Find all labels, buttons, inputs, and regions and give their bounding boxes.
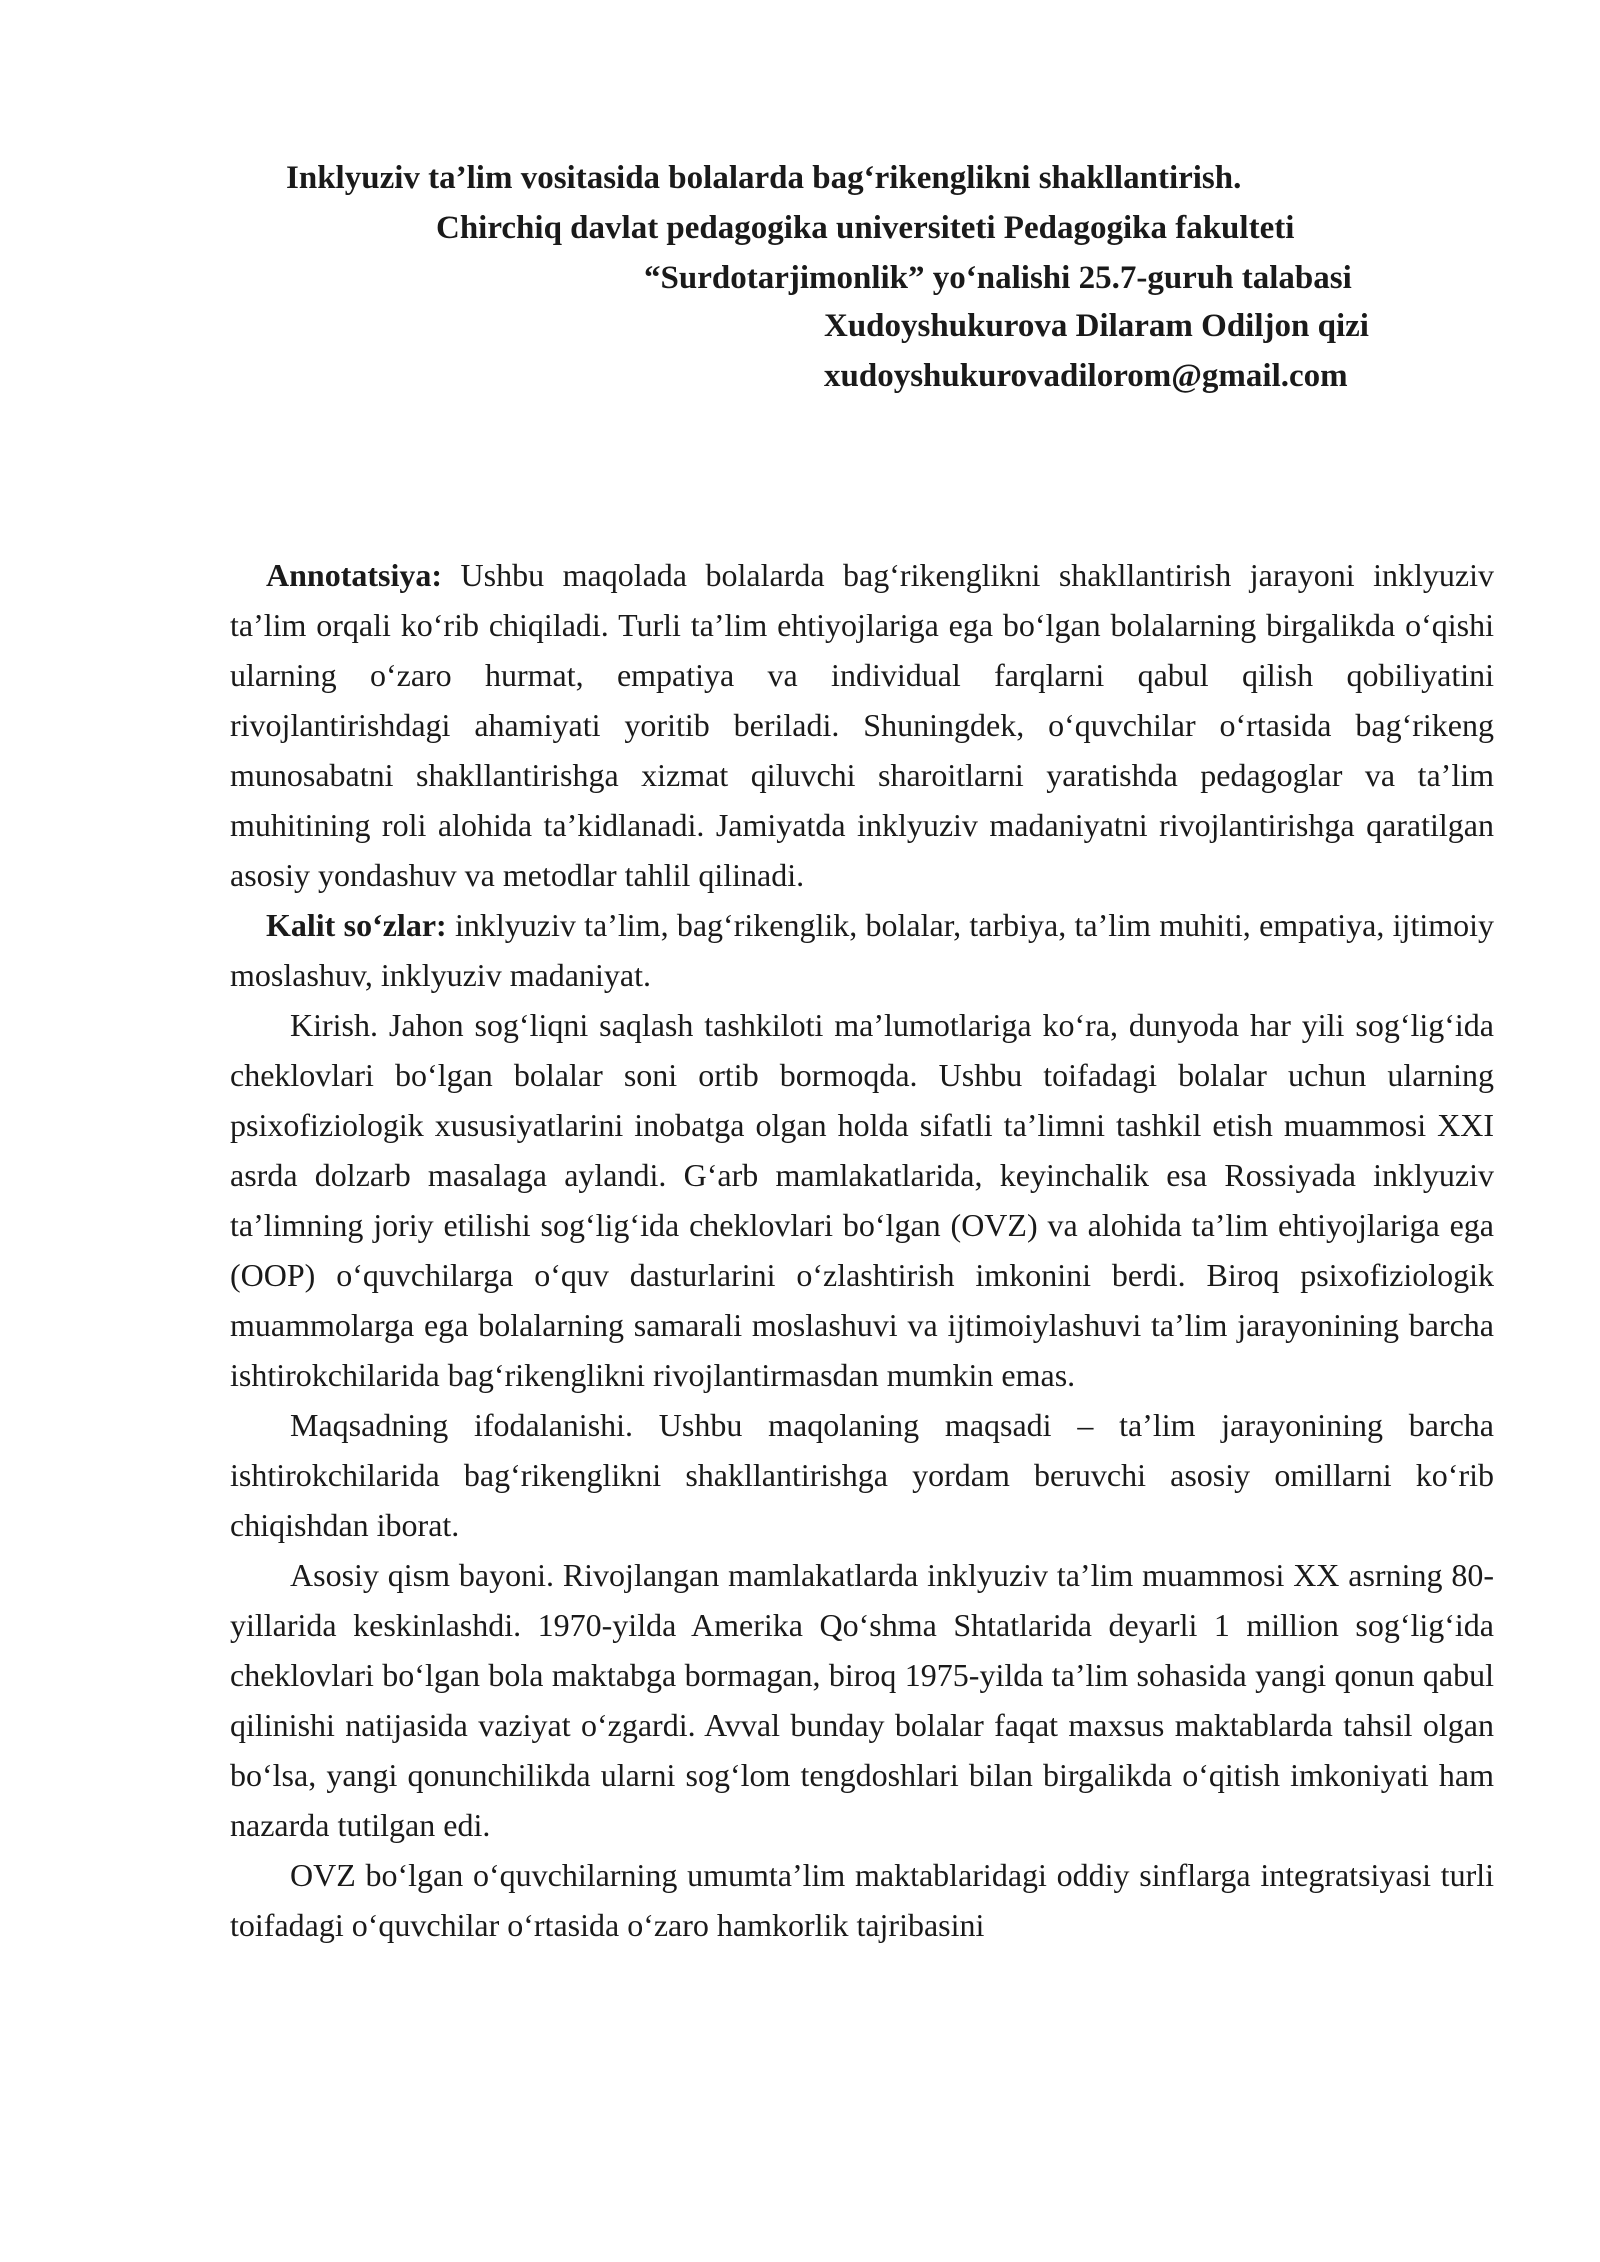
- main-paragraph: Asosiy qism bayoni. Rivojlangan mamlakatlarda inklyuziv ta’lim muammosi XX asrning 80-yillarida keskinlashdi. 1970-yilda Amerika Qo‘shma Shtatlarida deyarli 1 million sog‘lig‘ida cheklovlari bo‘lgan bola maktabga bormagan, biroq 1975-yilda ta’lim sohasida yangi qonun qabul qilinishi natijasida vaziyat o‘zgardi. Avval bunday bolalar faqat maxsus maktablarda tahsil olgan bo‘lsa, yangi qonunchilikda ularni sog‘lom tengdoshlari bilan birgalikda o‘qitish imkoniyati ham nazarda tutilgan edi.: [230, 1557, 1494, 1843]
- intro-paragraph: Kirish. Jahon sog‘liqni saqlash tashkiloti ma’lumotlariga ko‘ra, dunyoda har yili sog‘lig‘ida cheklovlari bo‘lgan bolalar soni ortib bormoqda. Ushbu toifadagi bolalar uchun ularning psixofiziologik xususiyatlarini inobatga olgan holda sifatli ta’limni tashkil etish muammosi XXI asrda dolzarb masalaga aylandi. G‘arb mamlakatlarida, keyinchalik esa Rossiyada inklyuziv ta’limning joriy etilishi sog‘lig‘ida cheklovlari bo‘lgan (OVZ) va alohida ta’lim ehtiyojlariga ega (OOP) o‘quvchilarga o‘quv dasturlarini o‘zlashtirish imkonini berdi. Biroq psixofiziologik muammolarga ega bolalarning samarali moslashuvi va ijtimoiylashuvi ta’lim jarayonining barcha ishtirokchilarida bag‘rikenglikni rivojlantirmasdan mumkin emas.: [230, 1007, 1494, 1393]
- keywords-paragraph: [230, 900, 1494, 1000]
- goal-paragraph: Maqsadning ifodalanishi. Ushbu maqolaning maqsadi – ta’lim jarayonining barcha ishtirokchilarida bag‘rikenglikni shakllantirishga yordam beruvchi asosiy omillarni ko‘rib chiqishdan iborat.: [230, 1407, 1494, 1543]
- annotation-text: Ushbu maqolada bolalarda bag‘rikenglikni shakllantirish jarayoni inklyuziv ta’lim orqali ko‘rib chiqiladi. Turli ta’lim ehtiyojlariga ega bo‘lgan bolalarning birgalikda o‘qishi ularning o‘zaro hurmat, empatiya va individual farqlarni qabul qilish qobiliyatini rivojlantirishdagi ahamiyati yoritib beriladi. Shuningdek, o‘quvchilar o‘rtasida bag‘rikeng munosabatni shakllantirishga xizmat qiluvchi sharoitlarni yaratishda pedagoglar va ta’lim muhitining roli alohida ta’kidlanadi. Jamiyatda inklyuziv madaniyatni rivojlantirishga qaratilgan asosiy yondashuv va metodlar tahlil qilinadi.: [230, 557, 1494, 893]
- integration-paragraph: OVZ bo‘lgan o‘quvchilarning umumta’lim maktablaridagi oddiy sinflarga integratsiyasi turli toifadagi o‘quvchilar o‘rtasida o‘zaro hamkorlik tajribasini: [230, 1857, 1494, 1943]
- keywords-text: inklyuziv ta’lim, bag‘rikenglik, bolalar, tarbiya, ta’lim muhiti, empatiya, ijtimoiy moslashuv, inklyuziv madaniyat.: [230, 907, 1495, 993]
- group-line: “Surdotarjimonlik” yo‘nalishi 25.7-guruh talabasi: [644, 260, 1352, 296]
- university-line: Chirchiq davlat pedagogika universiteti Pedagogika fakulteti: [436, 210, 1295, 246]
- annotation-paragraph: [230, 550, 1494, 900]
- author-email: xudoyshukurovadilorom@gmail.com: [824, 358, 1348, 394]
- article-body: [230, 550, 1494, 1950]
- annotation-label: Annotatsiya:: [266, 557, 443, 593]
- author-name: Xudoyshukurova Dilaram Odiljon qizi: [824, 308, 1369, 344]
- keywords-label: Kalit so‘zlar:: [266, 907, 447, 943]
- article-title: Inklyuziv ta’lim vositasida bolalarda bag‘rikenglikni shakllantirish.: [286, 160, 1242, 196]
